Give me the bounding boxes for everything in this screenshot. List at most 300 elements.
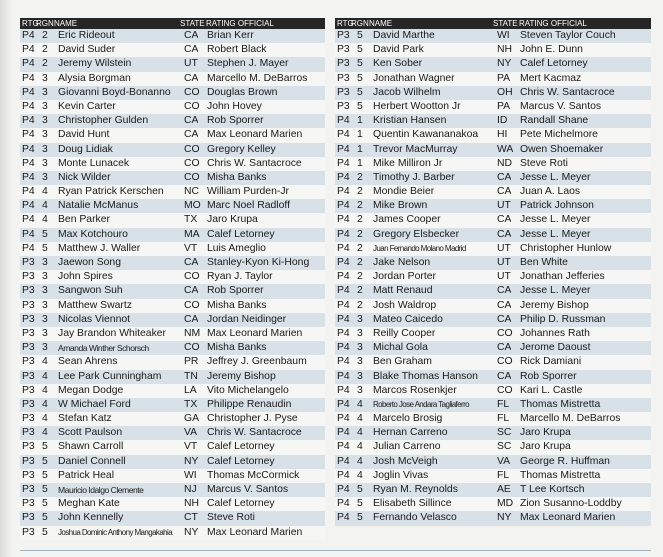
table-row — [335, 384, 651, 398]
state-cell: TX — [184, 398, 198, 410]
rating-official-cell: Jesse L. Meyer — [520, 214, 591, 226]
table-row — [20, 469, 325, 483]
pilot-name-cell: Mauricio Idalgo Clemente — [58, 485, 144, 495]
rating-cell: P3 — [22, 370, 35, 382]
table-row — [20, 171, 325, 185]
region-cell: 4 — [357, 469, 363, 481]
table-row — [20, 143, 325, 157]
pilot-name-cell: Eric Rideout — [58, 30, 115, 41]
pilot-name-cell: Michal Gola — [373, 342, 428, 354]
table-row — [20, 511, 325, 525]
rating-official-cell: Ben White — [520, 257, 568, 268]
rating-official-cell: Jerome Daoust — [520, 342, 591, 354]
state-cell: HI — [497, 129, 508, 141]
rating-official-cell: Patrick Johnson — [520, 200, 594, 212]
region-cell: 2 — [357, 228, 363, 240]
rating-official-cell: Calef Letorney — [207, 498, 275, 510]
state-cell: VA — [497, 455, 511, 467]
rating-cell: P4 — [337, 299, 350, 311]
header-state: STATE — [180, 19, 205, 28]
rating-official-cell: Marcus V. Santos — [207, 484, 289, 495]
rating-official-cell: Jonathan Jefferies — [520, 271, 605, 283]
rating-cell: P4 — [22, 129, 35, 141]
state-cell: CA — [497, 186, 512, 198]
table-row — [335, 483, 651, 497]
table-row — [335, 57, 651, 71]
pilot-name-cell: Roberto Jose Andara Tagliaferro — [373, 399, 469, 409]
table-row — [335, 86, 651, 100]
pilot-name-cell: Giovanni Boyd-Bonanno — [58, 86, 171, 98]
state-cell: CO — [184, 100, 200, 112]
region-cell: 5 — [42, 242, 48, 254]
region-cell: 2 — [357, 214, 363, 226]
rating-cell: P4 — [22, 72, 35, 84]
state-cell: CA — [497, 228, 512, 240]
state-cell: UT — [497, 242, 511, 254]
state-cell: VT — [184, 242, 198, 254]
table-row — [335, 440, 651, 454]
state-cell: CO — [497, 384, 513, 396]
pilot-name-cell: Josh Waldrop — [373, 299, 437, 311]
table-row — [20, 114, 325, 128]
rating-official-cell: George R. Huffman — [520, 455, 610, 467]
rating-official-cell: Chris W. Santacroce — [520, 86, 615, 98]
rating-cell: P4 — [337, 242, 350, 254]
rating-cell: P3 — [22, 356, 35, 368]
rating-official-cell: Pete Michelmore — [520, 129, 598, 141]
table-row — [20, 440, 325, 454]
region-cell: 2 — [357, 257, 363, 268]
pilot-name-cell: Jake Nelson — [373, 257, 431, 268]
rating-official-cell: Marcello M. DeBarros — [520, 413, 621, 425]
state-cell: TX — [184, 214, 198, 226]
rating-official-cell: Marcello M. DeBarros — [207, 72, 308, 84]
rating-cell: P4 — [22, 186, 35, 198]
rating-cell: P4 — [22, 115, 35, 127]
rating-official-cell: Jordan Neidinger — [207, 313, 287, 325]
region-cell: 5 — [357, 44, 363, 56]
rating-cell: P3 — [22, 413, 35, 425]
rating-cell: P3 — [22, 469, 35, 481]
rating-cell: P4 — [22, 200, 35, 212]
rating-cell: P4 — [337, 115, 350, 127]
pilot-name-cell: Matt Renaud — [373, 285, 433, 297]
table-row — [335, 256, 651, 270]
state-cell: CO — [184, 143, 200, 155]
pilot-name-cell: Doug Lidiak — [58, 143, 113, 155]
pilot-name-cell: David Suder — [58, 44, 116, 56]
rating-official-cell: Johannes Rath — [520, 327, 590, 339]
rating-official-cell: Stephen J. Mayer — [207, 58, 289, 70]
rating-cell: P4 — [337, 342, 350, 354]
rating-cell: P4 — [337, 498, 350, 510]
table-row — [335, 370, 651, 384]
rating-cell: P4 — [337, 370, 350, 382]
table-row — [335, 213, 651, 227]
pilot-name-cell: Mike Brown — [373, 200, 428, 212]
rating-official-cell: Rob Sporrer — [207, 115, 264, 127]
table-row — [335, 72, 651, 86]
rating-cell: P4 — [22, 228, 35, 240]
rating-official-cell: Brian Kerr — [207, 30, 254, 41]
table-row — [335, 114, 651, 128]
state-cell: CO — [184, 271, 200, 283]
rating-cell: P4 — [337, 441, 350, 453]
table-row — [335, 313, 651, 327]
state-cell: OH — [497, 86, 513, 98]
pilot-name-cell: Marcelo Brosig — [373, 413, 443, 425]
rating-official-cell: Marcus V. Santos — [520, 100, 602, 112]
pilot-name-cell: Natalie McManus — [58, 200, 139, 212]
region-cell: 2 — [357, 200, 363, 212]
rating-cell: P4 — [337, 398, 350, 410]
state-cell: SC — [497, 427, 512, 439]
rating-official-cell: Calef Letorney — [207, 228, 275, 240]
table-row — [20, 43, 325, 57]
state-cell: CA — [184, 257, 199, 268]
state-cell: UT — [497, 200, 511, 212]
region-cell: 2 — [357, 299, 363, 311]
table-row — [335, 228, 651, 242]
table-row — [20, 86, 325, 100]
rating-official-cell: Stanley-Kyon Ki-Hong — [207, 257, 310, 268]
table-row — [20, 72, 325, 86]
region-cell: 5 — [42, 484, 48, 495]
table-row — [335, 43, 651, 57]
rating-cell: P3 — [22, 398, 35, 410]
pilot-name-cell: Christopher Gulden — [58, 115, 149, 127]
pilot-name-cell: John Spires — [58, 271, 113, 283]
pilot-name-cell: Scott Paulson — [58, 427, 123, 439]
state-cell: CA — [497, 171, 512, 183]
state-cell: CA — [497, 214, 512, 226]
pilot-name-cell: Sean Ahrens — [58, 356, 118, 368]
rating-official-cell: Misha Banks — [207, 299, 267, 311]
state-cell: VA — [184, 427, 198, 439]
table-row — [20, 526, 325, 540]
region-cell: 3 — [42, 327, 48, 339]
rating-official-cell: Jesse L. Meyer — [520, 285, 591, 297]
header-official: RATING OFFICIAL — [519, 19, 587, 28]
pilot-name-cell: Juan Fernando Molano Madrid — [373, 243, 466, 253]
rating-official-cell: Jaro Krupa — [520, 427, 571, 439]
region-cell: 4 — [357, 455, 363, 467]
region-cell: 3 — [42, 115, 48, 127]
table-row — [335, 497, 651, 511]
rating-official-cell: Jesse L. Meyer — [520, 228, 591, 240]
region-cell: 2 — [42, 58, 48, 70]
state-cell: CA — [184, 72, 199, 84]
region-cell: 4 — [357, 413, 363, 425]
region-cell: 3 — [42, 86, 48, 98]
pilot-name-cell: David Hunt — [58, 129, 110, 141]
state-cell: CA — [497, 299, 512, 311]
state-cell: ID — [497, 115, 508, 127]
rating-official-cell: T Lee Kortsch — [520, 484, 585, 495]
state-cell: UT — [184, 58, 198, 70]
state-cell: CA — [184, 30, 199, 41]
state-cell: PA — [497, 72, 511, 84]
table-row — [20, 497, 325, 511]
region-cell: 4 — [42, 427, 48, 439]
rating-cell: P3 — [22, 271, 35, 283]
header-official: RATING OFFICIAL — [206, 19, 274, 28]
rating-official-cell: Max Leonard Marien — [520, 512, 616, 524]
rating-official-cell: Juan A. Laos — [520, 186, 581, 198]
state-cell: NY — [184, 455, 199, 467]
left-ratings-table — [20, 18, 325, 540]
rating-official-cell: Thomas McCormick — [207, 469, 300, 481]
region-cell: 5 — [42, 228, 48, 240]
pilot-name-cell: Alysia Borgman — [58, 72, 131, 84]
pilot-name-cell: Elisabeth Sillince — [373, 498, 452, 510]
region-cell: 5 — [357, 512, 363, 524]
region-cell: 4 — [42, 200, 48, 212]
state-cell: FL — [497, 398, 510, 410]
pilot-name-cell: Jacob Wilhelm — [373, 86, 441, 98]
pilot-name-cell: Joshua Dominic Anthony Mangakahia — [58, 527, 173, 537]
pilot-name-cell: Sangwon Suh — [58, 285, 123, 297]
region-cell: 5 — [42, 441, 48, 453]
state-cell: TN — [184, 370, 198, 382]
header-rgn: RGN — [351, 19, 369, 28]
rating-cell: P4 — [22, 44, 35, 56]
pilot-name-cell: John Kennelly — [58, 512, 124, 524]
rating-official-cell: Christopher J. Pyse — [207, 413, 298, 425]
state-cell: UT — [497, 257, 511, 268]
rating-cell: P4 — [22, 30, 35, 41]
header-rtg: RTG — [22, 19, 39, 28]
rating-cell: P3 — [22, 342, 35, 354]
state-cell: NH — [497, 44, 513, 56]
state-cell: CA — [184, 313, 199, 325]
region-cell: 4 — [42, 413, 48, 425]
region-cell: 5 — [357, 100, 363, 112]
header-rtg: RTG — [337, 19, 354, 28]
rating-cell: P3 — [337, 100, 350, 112]
rating-official-cell: Jesse L. Meyer — [520, 171, 591, 183]
table-row — [20, 256, 325, 270]
page-edge-shadow — [0, 0, 12, 557]
region-cell: 3 — [357, 327, 363, 339]
rating-cell: P4 — [337, 484, 350, 495]
table-row — [20, 426, 325, 440]
rating-official-cell: Rick Damiani — [520, 356, 582, 368]
region-cell: 3 — [42, 171, 48, 183]
pilot-name-cell: Matthew Swartz — [58, 299, 132, 311]
pilot-name-cell: Joglin Vivas — [373, 469, 429, 481]
region-cell: 3 — [42, 285, 48, 297]
pilot-name-cell: Daniel Connell — [58, 455, 126, 467]
rating-cell: P3 — [337, 44, 350, 56]
pilot-name-cell: Amanda Winther Schorsch — [58, 343, 149, 354]
state-cell: CA — [184, 44, 199, 56]
state-cell: NM — [184, 327, 201, 339]
pilot-name-cell: Kevin Carter — [58, 100, 116, 112]
state-cell: WI — [497, 30, 510, 41]
table-row — [335, 398, 651, 412]
table-row — [335, 270, 651, 284]
state-cell: MO — [184, 200, 201, 212]
state-cell: CT — [184, 512, 198, 524]
rating-cell: P4 — [22, 143, 35, 155]
region-cell: 3 — [357, 370, 363, 382]
table-row — [335, 284, 651, 298]
state-cell: CO — [184, 157, 200, 169]
table-row — [20, 128, 325, 142]
rating-cell: P3 — [337, 58, 350, 70]
table-row — [20, 455, 325, 469]
region-cell: 1 — [357, 129, 363, 141]
table-row — [335, 29, 651, 43]
region-cell: 4 — [357, 441, 363, 453]
pilot-name-cell: Marcos Rosenkjer — [373, 384, 457, 396]
region-cell: 3 — [42, 72, 48, 84]
pilot-name-cell: Meghan Kate — [58, 498, 120, 510]
rating-cell: P4 — [337, 257, 350, 268]
table-row — [335, 469, 651, 483]
rating-cell: P4 — [22, 86, 35, 98]
pilot-name-cell: Nick Wilder — [58, 171, 111, 183]
table-row — [20, 228, 325, 242]
region-cell: 2 — [357, 171, 363, 183]
state-cell: LA — [184, 384, 197, 396]
rating-cell: P3 — [22, 455, 35, 467]
table-row — [335, 341, 651, 355]
region-cell: 1 — [357, 115, 363, 127]
state-cell: NH — [184, 498, 200, 510]
pilot-name-cell: Josh McVeigh — [373, 455, 438, 467]
table-row — [20, 313, 325, 327]
table-row — [335, 171, 651, 185]
rating-cell: P3 — [22, 257, 35, 268]
pilot-name-cell: Matthew J. Waller — [58, 242, 141, 254]
rating-cell: P4 — [337, 271, 350, 283]
table-row — [20, 157, 325, 171]
table-row — [20, 398, 325, 412]
rating-official-cell: Luis Ameglio — [207, 242, 266, 254]
region-cell: 3 — [42, 271, 48, 283]
table-row — [335, 355, 651, 369]
table-row — [20, 483, 325, 497]
pilot-name-cell: Nicolas Viennot — [58, 313, 131, 325]
pilot-name-cell: Jaewon Song — [58, 257, 121, 268]
region-cell: 4 — [42, 214, 48, 226]
rating-cell: P3 — [337, 86, 350, 98]
rating-cell: P4 — [337, 327, 350, 339]
region-cell: 2 — [42, 30, 48, 41]
region-cell: 2 — [357, 271, 363, 283]
rating-official-cell: Philip D. Russman — [520, 313, 606, 325]
state-cell: NY — [497, 512, 512, 524]
table-row — [20, 270, 325, 284]
table-row — [335, 199, 651, 213]
region-cell: 3 — [357, 313, 363, 325]
pilot-name-cell: Stefan Katz — [58, 413, 112, 425]
rating-cell: P4 — [337, 186, 350, 198]
rating-official-cell: Calef Letorney — [207, 455, 275, 467]
rating-cell: P3 — [22, 299, 35, 311]
pilot-name-cell: Mondie Beier — [373, 186, 435, 198]
rating-official-cell: William Purden-Jr — [207, 186, 289, 198]
region-cell: 5 — [357, 86, 363, 98]
state-cell: CA — [497, 342, 512, 354]
table-row — [335, 100, 651, 114]
region-cell: 4 — [357, 427, 363, 439]
state-cell: MA — [184, 228, 200, 240]
rating-cell: P4 — [22, 171, 35, 183]
rating-official-cell: Jeffrey J. Greenbaum — [207, 356, 307, 368]
rating-official-cell: Rob Sporrer — [207, 285, 264, 297]
state-cell: GA — [184, 413, 200, 425]
rating-cell: P3 — [22, 484, 35, 495]
table-row — [20, 100, 325, 114]
region-cell: 4 — [357, 398, 363, 410]
pilot-name-cell: Lee Park Cunningham — [58, 370, 162, 382]
rating-official-cell: Steven Taylor Couch — [520, 30, 616, 41]
rating-official-cell: Owen Shoemaker — [520, 143, 604, 155]
state-cell: CO — [184, 299, 200, 311]
pilot-name-cell: Julian Carreno — [373, 441, 441, 453]
table-row — [335, 157, 651, 171]
table-row — [335, 143, 651, 157]
rating-official-cell: Marc Noel Radloff — [207, 200, 290, 212]
state-cell: NY — [497, 58, 512, 70]
state-cell: CO — [497, 356, 513, 368]
rating-cell: P4 — [22, 157, 35, 169]
state-cell: CA — [184, 129, 199, 141]
pilot-name-cell: Kristian Hansen — [373, 115, 447, 127]
pilot-name-cell: Monte Lunacek — [58, 157, 130, 169]
state-cell: PR — [184, 356, 199, 368]
table-row — [20, 199, 325, 213]
table-row — [20, 29, 325, 43]
table-row — [335, 242, 651, 256]
state-cell: CA — [184, 115, 199, 127]
header-rgn: RGN — [36, 19, 54, 28]
pilot-name-cell: Ken Sober — [373, 58, 423, 70]
rating-official-cell: Ryan J. Taylor — [207, 271, 273, 283]
rating-cell: P3 — [337, 72, 350, 84]
pilot-name-cell: Shawn Carroll — [58, 441, 124, 453]
pilot-name-cell: Hernan Carreno — [373, 427, 448, 439]
rating-official-cell: Thomas Mistretta — [520, 398, 601, 410]
table-row — [20, 327, 325, 341]
rating-official-cell: Calef Letorney — [520, 58, 588, 70]
region-cell: 5 — [42, 512, 48, 524]
state-cell: PA — [497, 100, 511, 112]
rating-cell: P4 — [337, 413, 350, 425]
state-cell: CA — [497, 285, 512, 297]
state-cell: CA — [184, 285, 199, 297]
pilot-name-cell: Jeremy Wilstein — [58, 58, 132, 70]
pilot-name-cell: Blake Thomas Hanson — [373, 370, 478, 382]
region-cell: 4 — [42, 356, 48, 368]
pilot-name-cell: Ryan Patrick Kerschen — [58, 186, 164, 198]
rating-official-cell: Rob Sporrer — [520, 370, 577, 382]
rating-official-cell: Jaro Krupa — [520, 441, 571, 453]
region-cell: 2 — [357, 186, 363, 198]
state-cell: FL — [497, 469, 510, 481]
state-cell: MD — [497, 498, 514, 510]
rating-cell: P3 — [22, 526, 35, 538]
region-cell: 5 — [357, 58, 363, 70]
table-header — [335, 18, 651, 29]
rating-cell: P3 — [22, 384, 35, 396]
rating-cell: P4 — [337, 384, 350, 396]
pilot-name-cell: Trevor MacMurray — [373, 143, 458, 155]
state-cell: AE — [497, 484, 511, 495]
